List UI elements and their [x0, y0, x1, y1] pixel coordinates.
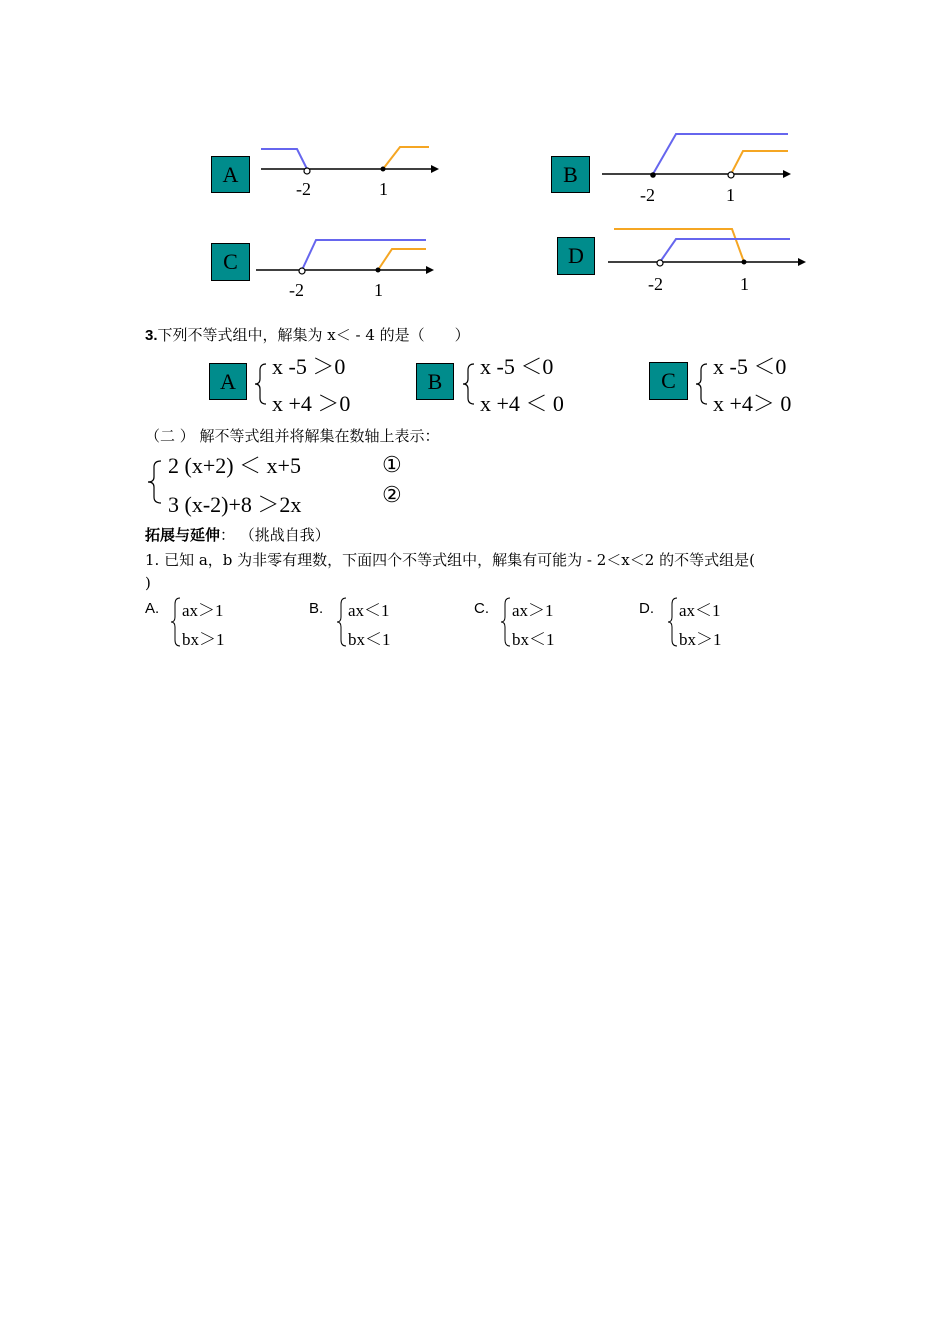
ext-option-c-label: C.	[474, 600, 489, 617]
brace-icon	[336, 596, 348, 648]
brace-icon	[500, 596, 512, 648]
ext-option-d-label: D.	[639, 600, 654, 617]
inequality-2: 3 (x-2)+8 ＞2x	[168, 492, 302, 517]
ext-option-c-line2: bx＜1	[512, 630, 555, 649]
q3-option-a-line2: x +4 ＞0	[272, 391, 351, 416]
tick-label-1: 1	[374, 280, 383, 300]
q3-option-b-line2: x +4 ＜ 0	[480, 391, 564, 416]
tick-label-neg2: -2	[640, 185, 655, 205]
extension-title: 拓展与延伸	[145, 526, 221, 544]
question-3-text: 下列不等式组中，解集为 x＜ - 4 的是（ ）	[157, 326, 470, 344]
number-line-b	[598, 128, 798, 208]
number-line-c	[252, 234, 442, 304]
question-3	[145, 325, 470, 346]
q3-option-c-line2: x +4＞ 0	[713, 391, 792, 416]
tick-label-neg2: -2	[296, 179, 311, 199]
number-line-d	[604, 222, 814, 300]
option-d-label: D	[568, 243, 584, 268]
tick-label-neg2: -2	[648, 274, 663, 294]
ext-option-a-line1: ax＞1	[182, 601, 224, 620]
ext-option-c-line1: ax＞1	[512, 601, 554, 620]
option-a-badge	[211, 156, 250, 193]
brace-icon	[667, 596, 679, 648]
question-3-number: 3.	[145, 327, 158, 344]
section-2-heading: （二 ） 解不等式组并将解集在数轴上表示：	[145, 427, 440, 445]
brace-icon	[461, 362, 477, 406]
q3-option-c-line1: x -5 ＜0	[713, 354, 787, 379]
brace-icon	[170, 596, 182, 648]
tick-label-neg2: -2	[289, 280, 304, 300]
circled-mark-1: ①	[382, 452, 402, 477]
option-c-badge	[211, 243, 250, 281]
brace-icon	[253, 362, 269, 406]
q3-option-b-badge	[416, 363, 454, 400]
option-c-label: C	[223, 249, 238, 274]
q3-option-b-label: B	[427, 368, 443, 394]
q3-option-c-label: C	[661, 368, 676, 393]
tick-label-1: 1	[726, 185, 735, 205]
ext-option-b-line1: ax＜1	[348, 601, 390, 620]
q3-option-a-line1: x -5 ＞0	[272, 354, 346, 379]
tick-label-1: 1	[379, 179, 388, 199]
q3-option-a-label: A	[220, 368, 236, 394]
brace-icon	[694, 362, 710, 406]
extension-title-suffix: ： （挑战自我）	[220, 526, 330, 544]
q3-option-a-badge	[209, 363, 247, 400]
ext-option-b-label: B.	[309, 600, 324, 617]
ext-option-d-line1: ax＜1	[679, 601, 721, 620]
option-d-badge	[557, 237, 595, 275]
q3-option-b-line1: x -5 ＜0	[480, 354, 554, 379]
option-b-label: B	[563, 161, 578, 187]
circled-mark-2: ②	[382, 482, 402, 507]
extension-heading	[145, 525, 330, 545]
q3-option-c-badge	[649, 362, 688, 400]
inequality-1: 2 (x+2) ＜ x+5	[168, 453, 301, 478]
option-b-badge	[551, 156, 590, 193]
tick-label-1: 1	[740, 274, 749, 294]
option-a-label: A	[222, 161, 239, 187]
number-line-a	[255, 140, 445, 205]
ext-option-a-line2: bx＞1	[182, 630, 225, 649]
extension-question-1: 1. 已知 a，b 为非零有理数，下面四个不等式组中，解集有可能为 - 2＜x＜2 的不等式组是(	[145, 551, 755, 569]
ext-option-a-label: A.	[145, 600, 160, 617]
brace-icon	[146, 459, 164, 505]
extension-question-1-tail: )	[145, 574, 151, 592]
ext-option-b-line2: bx＜1	[348, 630, 391, 649]
ext-option-d-line2: bx＞1	[679, 630, 722, 649]
